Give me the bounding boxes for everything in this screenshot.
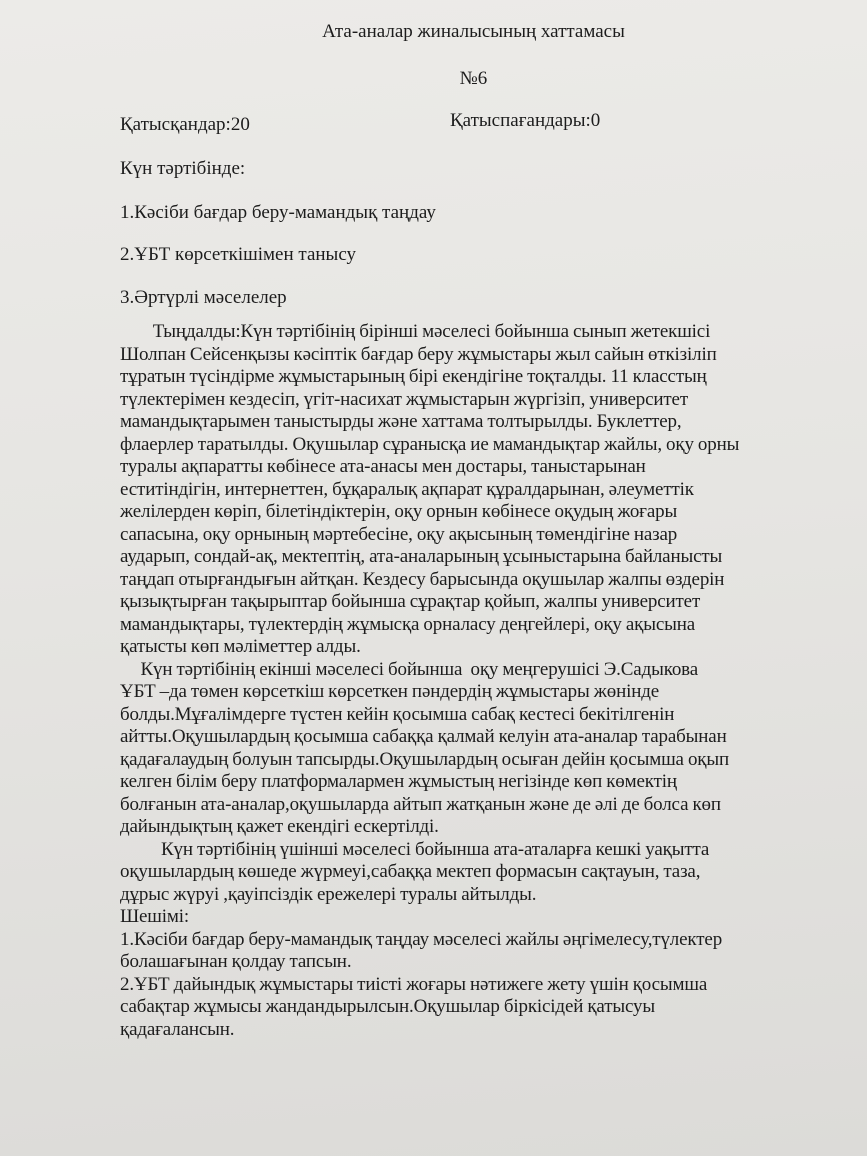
body-line: Шолпан Сейсенқызы кәсіптік бағдар беру жұмыстары жыл сайын өткізіліп: [120, 343, 717, 365]
decision-heading: Шешімі:: [120, 906, 190, 927]
body-line: мамандықтарымен таныстырды және хаттама толтырылды. Буклеттер,: [120, 411, 682, 432]
body-line: түлектерімен кездесіп, үгіт-насихат жұмыстарын жүргізіп, университет: [120, 388, 688, 410]
body-line: тұратын түсіндірме жұмыстарының бірі екендігіне тоқталды. 11 класстың: [120, 366, 707, 387]
body-line: қадағалаудың болуын тапсырды.Оқушылардың осыған дейін қосымша оқып: [120, 748, 730, 770]
decision-line: 2.ҰБТ дайындық жұмыстары тиісті жоғары нәтижеге жету үшін қосымша: [120, 973, 708, 995]
body-line: флаерлер таратылды. Оқушылар сұранысқа ие мамандықтар жайлы, оқу орны: [120, 433, 740, 455]
body-line: айтты.Оқушылардың қосымша сабаққа қалмай келуін ата-аналар тарабынан: [120, 726, 727, 747]
body-line: сапасына, оқу орнының мәртебесіне, оқу ақысының төмендігіне назар: [120, 523, 678, 545]
decision-line: болашағынан қолдау тапсын.: [120, 951, 352, 972]
body-line: ҰБТ –да төмен көрсеткіш көрсеткен пәндердің жұмыстары жөнінде: [120, 681, 660, 702]
document-title: Ата-аналар жиналысының хаттамасы: [322, 21, 625, 42]
body-line: болғанын ата-аналар,оқушыларда айтып жатқанын және де әлі де болса көп: [120, 793, 721, 815]
decision-line: сабақтар жұмысы жандандырылсын.Оқушылар біркісідей қатысуы: [120, 996, 655, 1017]
attendance-present: Қатысқандар:20: [120, 114, 250, 135]
agenda-heading: Күн тәртібінде:: [120, 158, 246, 179]
decision-line: қадағалансын.: [120, 1018, 235, 1040]
body-line: қызықтырған тақырыптар бойынша сұрақтар қойып, жалпы университет: [120, 591, 701, 612]
minutes-body: [120, 321, 830, 1041]
decision-line: 1.Кәсіби бағдар беру-мамандық таңдау мәселесі жайлы әңгімелесу,түлектер: [120, 928, 723, 950]
agenda-item: 2.ҰБТ көрсеткішімен танысу: [120, 244, 356, 265]
body-line: болды.Мұғалімдерге түстен кейін қосымша сабақ кестесі бекітілгенін: [120, 703, 675, 725]
body-line: мамандықтары, түлектердің жұмысқа орналасу деңгейлері, оқу ақысына: [120, 613, 696, 635]
body-line: Тыңдалды:Күн тәртібінің бірінші мәселесі бойынша сынып жетекшісі: [120, 321, 711, 342]
body-line: таңдап отырғандығын айтқан. Кездесу барысында оқушылар жалпы өздерін: [120, 568, 725, 590]
body-line: келген білім беру платформалармен жұмыстың негізінде көп көмектің: [120, 771, 677, 792]
body-line: оқушылардың көшеде жүрмеуі,сабаққа мектеп формасын сақтауын, таза,: [120, 861, 701, 882]
document-number: №6: [459, 68, 488, 89]
body-line: қатысты көп мәліметтер алды.: [120, 636, 361, 657]
body-line: желілерден көріп, білетіндіктерін, оқу орнын көбінесе оқудың жоғары: [120, 501, 678, 522]
agenda-item: 1.Кәсіби бағдар беру-мамандық таңдау: [120, 202, 436, 223]
body-line: Күн тәртібінің екінші мәселесі бойынша оқу меңгерушісі Э.Садыкова: [120, 658, 699, 680]
body-line: Күн тәртібінің үшінші мәселесі бойынша ата-аталарға кешкі уақытта: [120, 838, 710, 860]
body-line: еститіндігін, интернеттен, бұқаралық ақпарат құралдарынан, әлеуметтік: [120, 478, 694, 500]
body-line: аударып, сондай-ақ, мектептің, ата-аналарының ұсыныстарына байланысты: [120, 546, 723, 567]
body-line: дайындықтың қажет екендігі ескертілді.: [120, 816, 439, 837]
body-line: туралы ақпаратты көбінесе ата-анасы мен достары, таныстарынан: [120, 456, 646, 477]
body-line: дұрыс жүруі ,қауіпсіздік ережелері туралы айтылды.: [120, 883, 537, 905]
attendance-absent: Қатыспағандары:0: [450, 110, 601, 131]
agenda-item: 3.Әртүрлі мәселелер: [120, 287, 287, 308]
